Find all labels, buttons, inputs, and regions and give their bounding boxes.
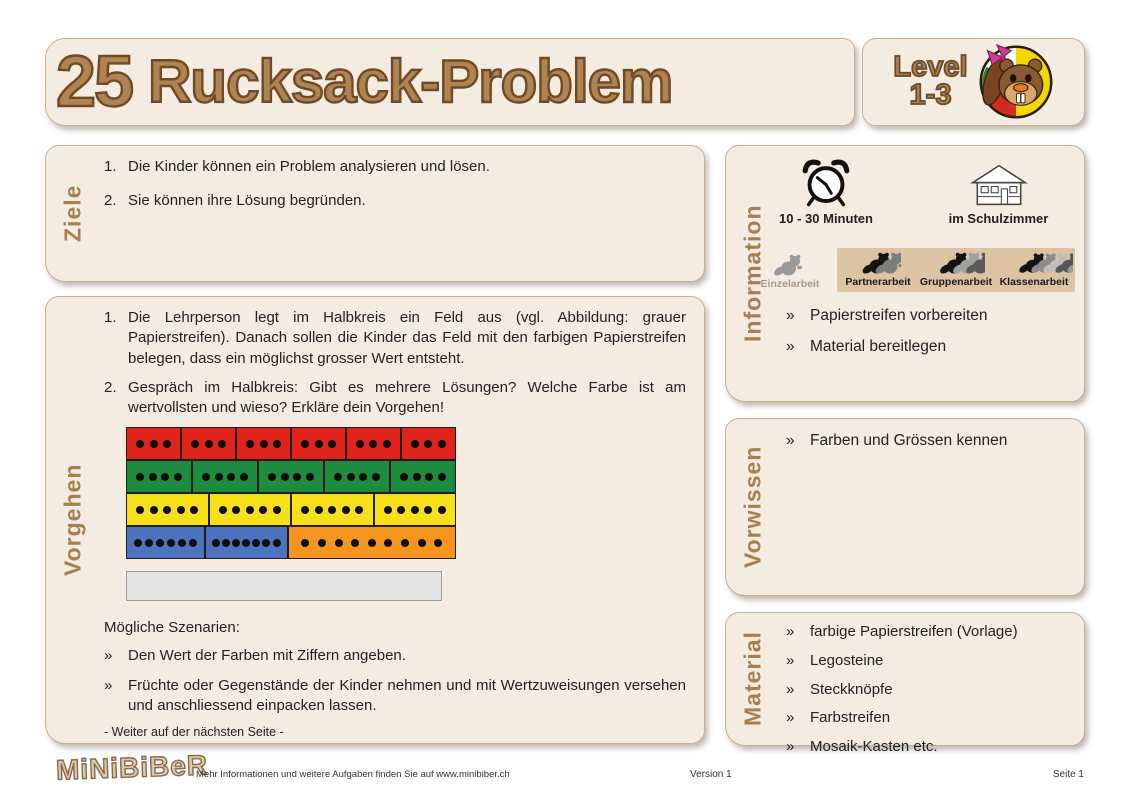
value-dot — [335, 539, 343, 547]
value-dot — [259, 506, 267, 514]
work-mode-gruppenarbeit — [917, 250, 995, 290]
red-strip — [346, 427, 401, 460]
list-text: Sie können ihre Lösung begründen. — [128, 192, 366, 210]
value-dot — [149, 473, 157, 481]
work-modes-active-group — [837, 248, 1075, 292]
list-item — [104, 378, 686, 419]
value-dot — [242, 539, 250, 547]
schoolhouse-icon — [968, 162, 1030, 208]
list-item — [104, 308, 686, 369]
list-marker: » — [786, 307, 795, 324]
list-marker: » — [786, 738, 795, 755]
list-text: Den Wert der Farben mit Ziffern angeben. — [128, 647, 406, 665]
value-dot — [136, 473, 144, 481]
value-dot — [425, 473, 433, 481]
list-marker: » — [786, 432, 795, 449]
value-dot — [167, 539, 175, 547]
list-marker: » — [104, 647, 113, 665]
value-dot — [136, 440, 144, 448]
list-item — [104, 676, 686, 717]
list-marker: » — [786, 337, 795, 355]
list-text: Früchte oder Gegenstände der Kinder nehmen und mit Wertzuweisungen versehen und anschliessend einpacken lassen. — [128, 676, 686, 714]
steps-list — [104, 308, 686, 418]
value-dot — [218, 440, 226, 448]
duration-label: 10 - 30 Minuten — [779, 211, 873, 226]
value-dot — [301, 506, 309, 514]
goals-list — [104, 157, 686, 226]
value-dot — [232, 539, 240, 547]
value-dot — [411, 506, 419, 514]
alarm-clock-icon — [800, 156, 852, 208]
value-dot — [219, 506, 227, 514]
list-text: farbige Papierstreifen (Vorlage) — [810, 623, 1018, 640]
list-text: Material bereitlegen — [810, 337, 947, 355]
value-dot — [273, 506, 281, 514]
value-dot — [347, 473, 355, 481]
strip-row — [126, 460, 456, 493]
red-strip — [291, 427, 346, 460]
value-dot — [134, 539, 142, 547]
list-item — [104, 191, 686, 211]
list-marker: » — [786, 709, 795, 727]
value-dot — [356, 440, 364, 448]
list-marker: 1. — [104, 158, 117, 175]
value-dot — [318, 539, 326, 547]
beaver-mascot-icon — [978, 44, 1054, 120]
list-item — [786, 708, 1072, 728]
list-text: Gespräch im Halbkreis: Gibt es mehrere Lösungen? Welche Farbe ist am wertvollsten und wieso? Erkläre dein Vorgehen! — [128, 378, 686, 416]
section-label-information: Information — [739, 204, 766, 343]
value-dot — [205, 440, 213, 448]
list-text: Farben und Grössen kennen — [810, 432, 1008, 449]
yellow-strip — [126, 493, 209, 526]
level-label — [893, 51, 968, 111]
level-range: 1-3 — [909, 79, 952, 111]
value-dot — [161, 473, 169, 481]
value-dot — [369, 440, 377, 448]
value-dot — [156, 539, 164, 547]
value-dot — [222, 539, 230, 547]
value-dot — [202, 473, 210, 481]
value-dot — [383, 440, 391, 448]
header-panel — [45, 38, 855, 126]
scenarios-title: Mögliche Szenarien: — [104, 619, 240, 637]
strip-row — [126, 526, 456, 559]
value-dot — [418, 539, 426, 547]
value-dot — [400, 473, 408, 481]
value-dot — [268, 473, 276, 481]
vorwissen-list — [786, 431, 1072, 462]
value-dot — [401, 539, 409, 547]
work-mode-label: Partnerarbeit — [845, 276, 911, 288]
ziele-panel — [45, 145, 705, 282]
yellow-strip — [209, 493, 292, 526]
value-dot — [397, 506, 405, 514]
work-mode-label: Klassenarbeit — [999, 276, 1069, 288]
value-dot — [136, 506, 144, 514]
orange-strip — [288, 526, 456, 559]
list-marker: 1. — [104, 309, 117, 326]
lesson-number: 25 — [56, 42, 133, 122]
value-dot — [240, 473, 248, 481]
list-item — [786, 306, 1070, 327]
strips-figure — [126, 427, 456, 559]
value-dot — [215, 473, 223, 481]
list-marker: 2. — [104, 378, 117, 396]
level-panel — [862, 38, 1085, 126]
value-dot — [301, 539, 309, 547]
value-dot — [178, 539, 186, 547]
continue-note: - Weiter auf der nächsten Seite - — [104, 725, 284, 739]
value-dot — [190, 506, 198, 514]
value-dot — [252, 539, 260, 547]
list-item — [104, 157, 686, 177]
work-mode-einzelarbeit — [751, 252, 829, 292]
level-word: Level — [893, 51, 968, 84]
value-dot — [434, 539, 442, 547]
list-text: Legosteine — [810, 651, 884, 669]
list-marker: 2. — [104, 192, 117, 210]
value-dot — [411, 440, 419, 448]
value-dot — [273, 440, 281, 448]
work-modes-inactive-group — [751, 252, 829, 292]
green-strip — [258, 460, 324, 493]
page-number: Seite 1 — [1052, 769, 1084, 780]
list-marker: » — [786, 680, 795, 698]
value-dot — [163, 506, 171, 514]
list-text: Die Kinder können ein Problem analysieren und lösen. — [128, 158, 490, 175]
value-dot — [384, 539, 392, 547]
value-dot — [372, 473, 380, 481]
value-dot — [145, 539, 153, 547]
value-dot — [174, 473, 182, 481]
beaver-group-icon — [927, 250, 985, 276]
value-dot — [384, 506, 392, 514]
list-marker: » — [786, 651, 795, 669]
work-mode-partnerarbeit — [839, 250, 917, 290]
list-item — [104, 646, 686, 666]
red-strip — [401, 427, 456, 460]
list-item — [786, 651, 1072, 671]
value-dot — [438, 440, 446, 448]
value-dot — [424, 506, 432, 514]
duration-block — [766, 156, 886, 226]
work-mode-klassenarbeit — [995, 250, 1073, 290]
information-panel — [725, 145, 1085, 402]
value-dot — [438, 506, 446, 514]
list-item — [786, 622, 1072, 642]
list-marker: » — [104, 676, 113, 694]
value-dot — [262, 539, 270, 547]
blue-strip — [205, 526, 288, 559]
yellow-strip — [374, 493, 457, 526]
list-text: Steckknöpfe — [810, 680, 893, 698]
green-strip — [390, 460, 456, 493]
version-label: Version 1 — [690, 769, 732, 780]
value-dot — [301, 440, 309, 448]
value-dot — [351, 539, 359, 547]
beaver-group-icon — [856, 250, 901, 276]
value-dot — [150, 440, 158, 448]
list-item — [786, 431, 1072, 452]
value-dot — [191, 440, 199, 448]
value-dot — [413, 473, 421, 481]
value-dot — [315, 440, 323, 448]
value-dot — [355, 506, 363, 514]
value-dot — [293, 473, 301, 481]
green-strip — [192, 460, 258, 493]
value-dot — [189, 539, 197, 547]
strip-row — [126, 493, 456, 526]
value-dot — [342, 506, 350, 514]
value-dot — [273, 539, 281, 547]
list-text: Mosaik-Kasten etc. — [810, 738, 938, 755]
value-dot — [438, 473, 446, 481]
value-dot — [315, 506, 323, 514]
work-mode-label: Gruppenarbeit — [919, 276, 993, 288]
minibiber-logo: MiNiBiBeR — [55, 749, 209, 786]
location-block — [926, 162, 1071, 226]
value-dot — [246, 440, 254, 448]
blue-strip — [126, 526, 205, 559]
value-dot — [260, 440, 268, 448]
material-list — [786, 622, 1072, 766]
list-item — [786, 337, 1070, 358]
value-dot — [227, 473, 235, 481]
value-dot — [177, 506, 185, 514]
green-strip — [126, 460, 192, 493]
section-label-vorgehen: Vorgehen — [59, 463, 86, 577]
red-strip — [181, 427, 236, 460]
footer-info-text: Mehr Informationen und weitere Aufgaben finden Sie auf www.minibiber.ch — [196, 769, 510, 780]
material-panel — [725, 612, 1085, 755]
section-label-material: Material — [739, 631, 766, 727]
value-dot — [359, 473, 367, 481]
value-dot — [424, 440, 432, 448]
list-marker: » — [786, 623, 795, 640]
value-dot — [328, 440, 336, 448]
value-dot — [150, 506, 158, 514]
red-strip — [126, 427, 181, 460]
vorwissen-panel — [725, 418, 1085, 596]
scenarios-list — [104, 646, 686, 716]
page-title: Rucksack-Problem — [148, 48, 673, 115]
value-dot — [246, 506, 254, 514]
work-modes — [751, 234, 1075, 292]
beaver-group-icon — [774, 252, 806, 278]
value-dot — [232, 506, 240, 514]
vorgehen-panel — [45, 296, 705, 744]
red-strip — [236, 427, 291, 460]
list-item — [786, 680, 1072, 700]
work-mode-label: Einzelarbeit — [760, 278, 820, 290]
empty-field-strip — [126, 571, 442, 601]
yellow-strip — [291, 493, 374, 526]
info-list — [786, 306, 1070, 368]
list-text: Papierstreifen vorbereiten — [810, 307, 988, 324]
value-dot — [163, 440, 171, 448]
section-label-vorwissen: Vorwissen — [739, 445, 766, 569]
beaver-group-icon — [995, 250, 1073, 276]
value-dot — [334, 473, 342, 481]
value-dot — [306, 473, 314, 481]
footer — [0, 748, 1123, 794]
section-label-ziele: Ziele — [59, 184, 86, 243]
value-dot — [212, 539, 220, 547]
value-dot — [368, 539, 376, 547]
green-strip — [324, 460, 390, 493]
value-dot — [281, 473, 289, 481]
location-label: im Schulzimmer — [948, 211, 1049, 226]
value-dot — [328, 506, 336, 514]
list-text: Farbstreifen — [810, 709, 891, 727]
strip-row — [126, 427, 456, 460]
list-text: Die Lehrperson legt im Halbkreis ein Feld aus (vgl. Abbildung: grauer Papierstreifen). Danach sollen die Kinder das Feld mit den farbigen Papierstreifen belegen, dass ein möglichst grosser Wert entsteht. — [128, 309, 686, 367]
